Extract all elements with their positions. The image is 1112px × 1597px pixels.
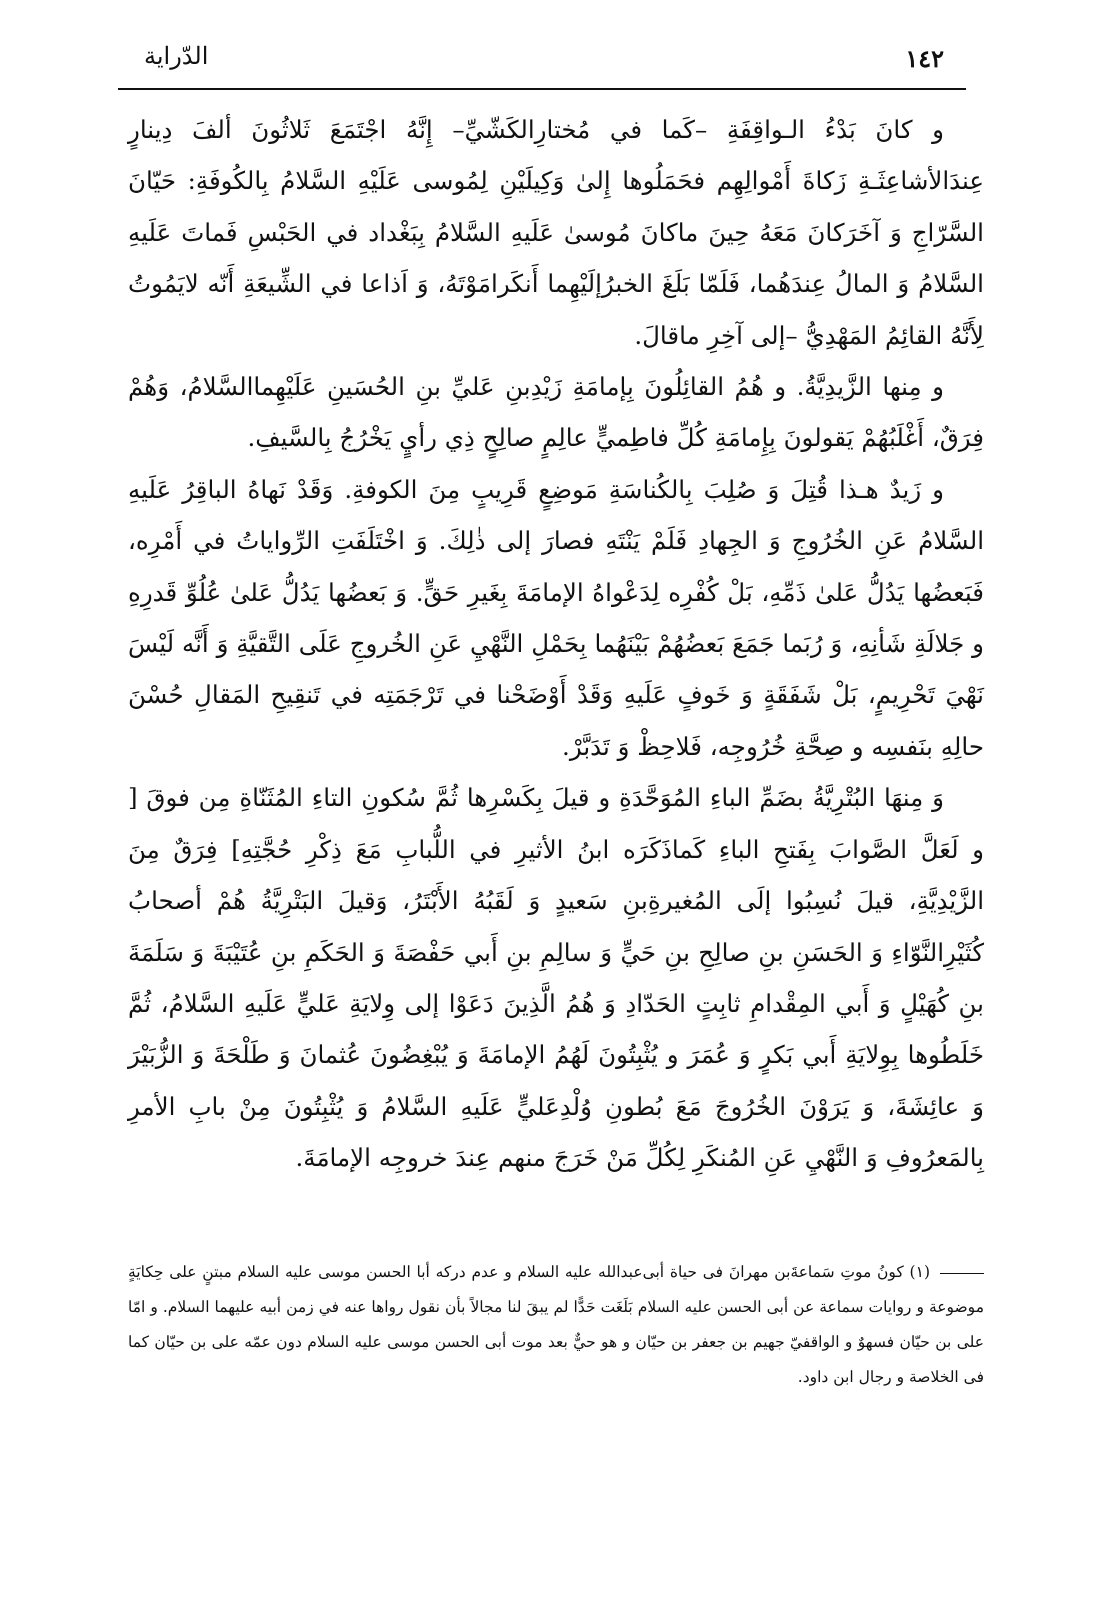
paragraph-zayd: و زَيدٌ هـذا قُتِلَ وَ صُلِبَ بِالكُناسَةِ مَوضِعٍ قَرِيبٍ مِنَ الكوفةِ. وَقَدْ نَهاهُ الباقِرُ عَلَيهِ السَّلامُ عَنِ الخُرُوجِ وَ الجِهادِ فَلَمْ يَنْتَهِ فصارَ إلى ذٰلِكَ. وَ اخْتَلَفَتِ الرِّواياتُ في أَمْرِه، فَبَعضُها يَدُلُّ عَلىٰ ذَمِّهِ، بَلْ كُفْرِه لِدَعْواهُ الإمامَةَ بِغَيرِ حَقٍّ. وَ بَعضُها يَدُلُّ عَلىٰ عُلُوِّ قَدرِهِ و جَلالَةِ شَأنِهِ، وَ رُبَما جَمَعَ بَعضُهُمْ بَيْنَهُما بِحَمْلِ النَّهْيِ عَنِ الخُروجِ عَلَى التَّقيَّةِ وَ أَنَّه لَيْسَ نَهْيَ تَحْرِيمٍ، بَلْ شَفَقَةٍ وَ خَوفٍ عَلَيهِ وَقَدْ أَوْضَحْنا في تَرْجَمَتِه في تَنقِيحِ المَقالِ حُسْنَ حالِهِ بنَفسِه و صِحَّةِ خُرُوجِه، فَلاحِظْ وَ تَدَبَّرْ. (128, 474, 984, 761)
page-header (118, 34, 966, 90)
footnote-1 (128, 1255, 984, 1395)
paragraph-zaydiyya: و مِنها الزَّيدِيَّةُ. و هُمُ القائِلُونَ بِإمامَةِ زَيْدِبنِ عَليِّ بنِ الحُسَينِ عَلَيْهِماالسَّلامُ، وَهُمْ فِرَقٌ، أَغْلَبُهُمْ يَقولونَ بِإِمامَةِ كُلِّ فاطِميٍّ عالِمٍ صالِحٍ ذِي رأيٍ يَخْرُجُ بِالسَّيفِ. (128, 372, 984, 453)
running-title: الدّراية (144, 42, 209, 70)
paragraph-waqifa: و كانَ بَدْءُ الـواقِفَةِ –كَما في مُختارِالكَشّيِّ– إِنَّهُ اجْتَمَعَ ثَلاثُونَ ألفَ دِينارٍ عِندَالأشاعِثَـةِ زَكاةَ أَمْوالِهِم فحَمَلُوها إِلىٰ وَكِيلَيْنِ لِمُوسى عَلَيْهِ السَّلامُ بِالكُوفَةِ: حَيّانَ السَّرّاجِ وَ آخَرَكانَ مَعَهُ حِينَ ماكانَ مُوسىٰ عَلَيهِ السَّلامُ بِبَغْداد في الحَبْسِ فَماتَ عَلَيهِ السَّلامُ وَ المالُ عِندَهُما، فَلَمّا بَلَغَ الخبرُإلَيْهِما أَنكَرامَوْتَهُ، وَ اَذاعا في الشِّيعَةِ أَنّه لايَمُوتُ لِأَنَّهُ القائِمُ المَهْدِيُّ –إلى آخِرِ ماقالَ. (128, 115, 984, 350)
body-text (128, 104, 984, 1184)
header-rule (118, 88, 966, 90)
footnote-rule (940, 1273, 984, 1274)
footnotes (128, 1255, 984, 1395)
paragraph-butriyya: وَ مِنهَا البُتْرِيَّةُ بضَمِّ الباءِ المُوَحَّدَةِ و قيلَ بِكَسْرِها ثُمَّ سُكونِ التاءِ المُثَنّاةِ مِن فوقَ [ و لَعَلَّ الصَّوابَ بِفَتحِ الباءِ كَماذَكَرَه ابنُ الأثيرِ في اللُّبابِ مَعَ ذِكْرِ حُجَّتِهِ] فِرَقٌ مِنَ الزَّيْدِيَّةِ، قيلَ نُسِبُوا إلَى المُغيرةِبنِ سَعيدٍ وَ لَقَبُهُ الأَبْتَرُ، وَقيلَ البَتْرِيَّةُ هُمْ أصحابُ كُثَيْرِالنَّوّاءِ وَ الحَسَنِ بنِ صالِحِ بنِ حَيٍّ وَ سالِمِ بنِ أَبي حَفْصَةَ وَ الحَكَمِ بنِ عُتَيْبَةَ وَ سَلَمَةَ بنِ كُهَيْلٍ وَ أَبي المِقْدامِ ثابِتٍ الحَدّادِ وَ هُمُ الَّذِينَ دَعَوْا إلى وِلايَةِ عَليٍّ عَلَيهِ السَّلامُ، ثُمَّ خَلَطُوها بِوِلايَةِ أَبي بَكرٍ وَ عُمَرَ و يُثْبِتُونَ لَهُمُ الإمامَةَ وَ يُبْغِضُونَ عُثمانَ وَ طَلْحَةَ وَ الزُّبَيْرَ وَ عائِشَةَ، وَ يَرَوْنَ الخُرُوجَ مَعَ بُطونِ وُلْدِعَليٍّ عَلَيهِ السَّلامُ وَ يُثْبِتُونَ مِنْ بابِ الأمرِ بِالمَعرُوفِ وَ النَّهْيِ عَنِ المُنكَرِ لِكُلِّ مَنْ خَرَجَ منهم عِندَ خروجِه الإمامَةَ. (128, 783, 984, 1173)
page-number: ١٤٢ (905, 44, 944, 73)
footnote-text: (١) كونُ موتِ سَماعةَبن مهرانَ فى حياة أبى‌عبدالله عليه السلام و عدم دركه أبا الحسن موسى عليه السلام مبتنٍ على حِكايَةٍ موضوعة و روايات سماعة عن أبى الحسن عليه السلام بَلَغَت حَدًّا لم يبقَ لنا مجالاً بأن نقول رواها عنه في زمن أبيه عليهما السلام. و امّا على بن حيّان فسهوٌ و الواقفيّ جهيم بن جعفر بن حيّان و هو حيٌّ بعد موت أبى الحسن موسى عليه السلام دون عمّه على بن حيّان كما فى الخلاصة و رجال ابن داود. (128, 1263, 984, 1386)
